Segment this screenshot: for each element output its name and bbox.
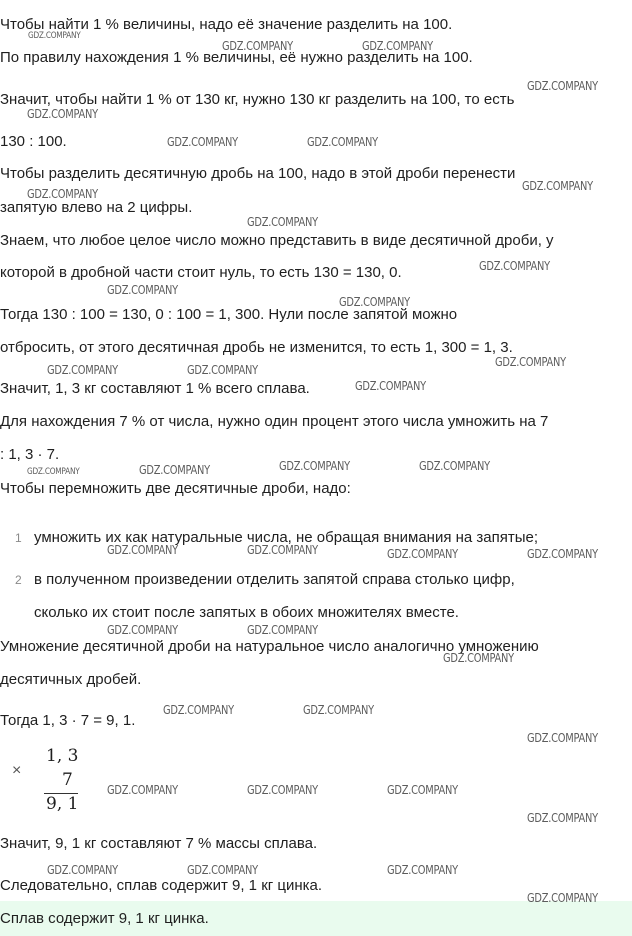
text-line-13: : 1, 3 · 7. [0,446,60,463]
text-line-18: Умножение десятичной дроби на натуральное число аналогично умножению [0,638,539,655]
text-line-22: Следовательно, сплав содержит 9, 1 кг цинка. [0,877,323,894]
watermark: GDZ.COMPANY [443,651,514,665]
list-number-2: 2 [15,573,22,587]
watermark: GDZ.COMPANY [222,39,293,53]
list-item-2: в полученном произведении отделить запятой справа столько цифр, [34,571,515,588]
watermark: GDZ.COMPANY [355,379,426,393]
watermark: GDZ.COMPANY [27,107,98,121]
answer-text: Сплав содержит 9, 1 кг цинка. [0,910,209,927]
watermark: GDZ.COMPANY [495,355,566,369]
product: 9, 1 [46,794,79,814]
text-line-8: которой в дробной части стоит нуль, то есть 130 = 130, 0. [0,264,402,281]
text-line-10: отбросить, от этого десятичная дробь не изменится, то есть 1, 300 = 1, 3. [0,339,513,356]
watermark: GDZ.COMPANY [339,295,410,309]
watermark: GDZ.COMPANY [247,783,318,797]
list-item-2-cont: сколько их стоит после запятых в обоих множителях вместе. [34,604,459,621]
watermark: GDZ.COMPANY [28,31,81,41]
watermark: GDZ.COMPANY [479,259,550,273]
watermark: GDZ.COMPANY [527,811,598,825]
watermark: GDZ.COMPANY [247,543,318,557]
watermark: GDZ.COMPANY [107,623,178,637]
text-line-5: Чтобы разделить десятичную дробь на 100, надо в этой дроби перенести [0,165,516,182]
watermark: GDZ.COMPANY [187,863,258,877]
text-line-11: Значит, 1, 3 кг составляют 1 % всего сплава. [0,380,310,397]
text-line-20: Тогда 1, 3 · 7 = 9, 1. [0,712,136,729]
text-line-3: Значит, чтобы найти 1 % от 130 кг, нужно 130 кг разделить на 100, то есть [0,91,515,108]
watermark: GDZ.COMPANY [47,863,118,877]
text-line-4: 130 : 100. [0,133,67,150]
watermark: GDZ.COMPANY [167,135,238,149]
text-line-12: Для нахождения 7 % от числа, нужно один процент этого числа умножить на 7 [0,413,549,430]
watermark: GDZ.COMPANY [107,543,178,557]
watermark: GDZ.COMPANY [387,783,458,797]
watermark: GDZ.COMPANY [387,863,458,877]
multiplicand: 1, 3 [46,746,79,766]
text-line-21: Значит, 9, 1 кг составляют 7 % массы сплава. [0,835,318,852]
watermark: GDZ.COMPANY [527,891,598,905]
list-item-1: умножить их как натуральные числа, не обращая внимания на запятые; [34,529,539,546]
watermark: GDZ.COMPANY [107,283,178,297]
text-line-6: запятую влево на 2 цифры. [0,199,193,216]
text-line-19: десятичных дробей. [0,671,142,688]
watermark: GDZ.COMPANY [527,547,598,561]
watermark: GDZ.COMPANY [307,135,378,149]
watermark: GDZ.COMPANY [163,703,234,717]
watermark: GDZ.COMPANY [187,363,258,377]
text-line-7: Знаем, что любое целое число можно представить в виде десятичной дроби, у [0,232,554,249]
watermark: GDZ.COMPANY [362,39,433,53]
watermark: GDZ.COMPANY [27,467,80,477]
text-line-2: По правилу нахождения 1 % величины, её нужно разделить на 100. [0,49,473,66]
text-line-9: Тогда 130 : 100 = 130, 0 : 100 = 1, 300. Нули после запятой можно [0,306,458,323]
watermark: GDZ.COMPANY [247,623,318,637]
watermark: GDZ.COMPANY [27,187,98,201]
watermark: GDZ.COMPANY [47,363,118,377]
watermark: GDZ.COMPANY [387,547,458,561]
text-line-1: Чтобы найти 1 % величины, надо её значение разделить на 100. [0,16,453,33]
watermark: GDZ.COMPANY [279,459,350,473]
watermark: GDZ.COMPANY [527,731,598,745]
watermark: GDZ.COMPANY [139,463,210,477]
text-line-14: Чтобы перемножить две десятичные дроби, надо: [0,480,351,497]
watermark: GDZ.COMPANY [303,703,374,717]
column-multiplication [0,740,110,820]
list-number-1: 1 [15,531,22,545]
watermark: GDZ.COMPANY [247,215,318,229]
multiply-sign: × [12,762,22,779]
answer-box [0,901,632,936]
watermark: GDZ.COMPANY [107,783,178,797]
watermark: GDZ.COMPANY [419,459,490,473]
watermark: GDZ.COMPANY [527,79,598,93]
watermark: GDZ.COMPANY [522,179,593,193]
multiplier: 7 [62,770,73,790]
